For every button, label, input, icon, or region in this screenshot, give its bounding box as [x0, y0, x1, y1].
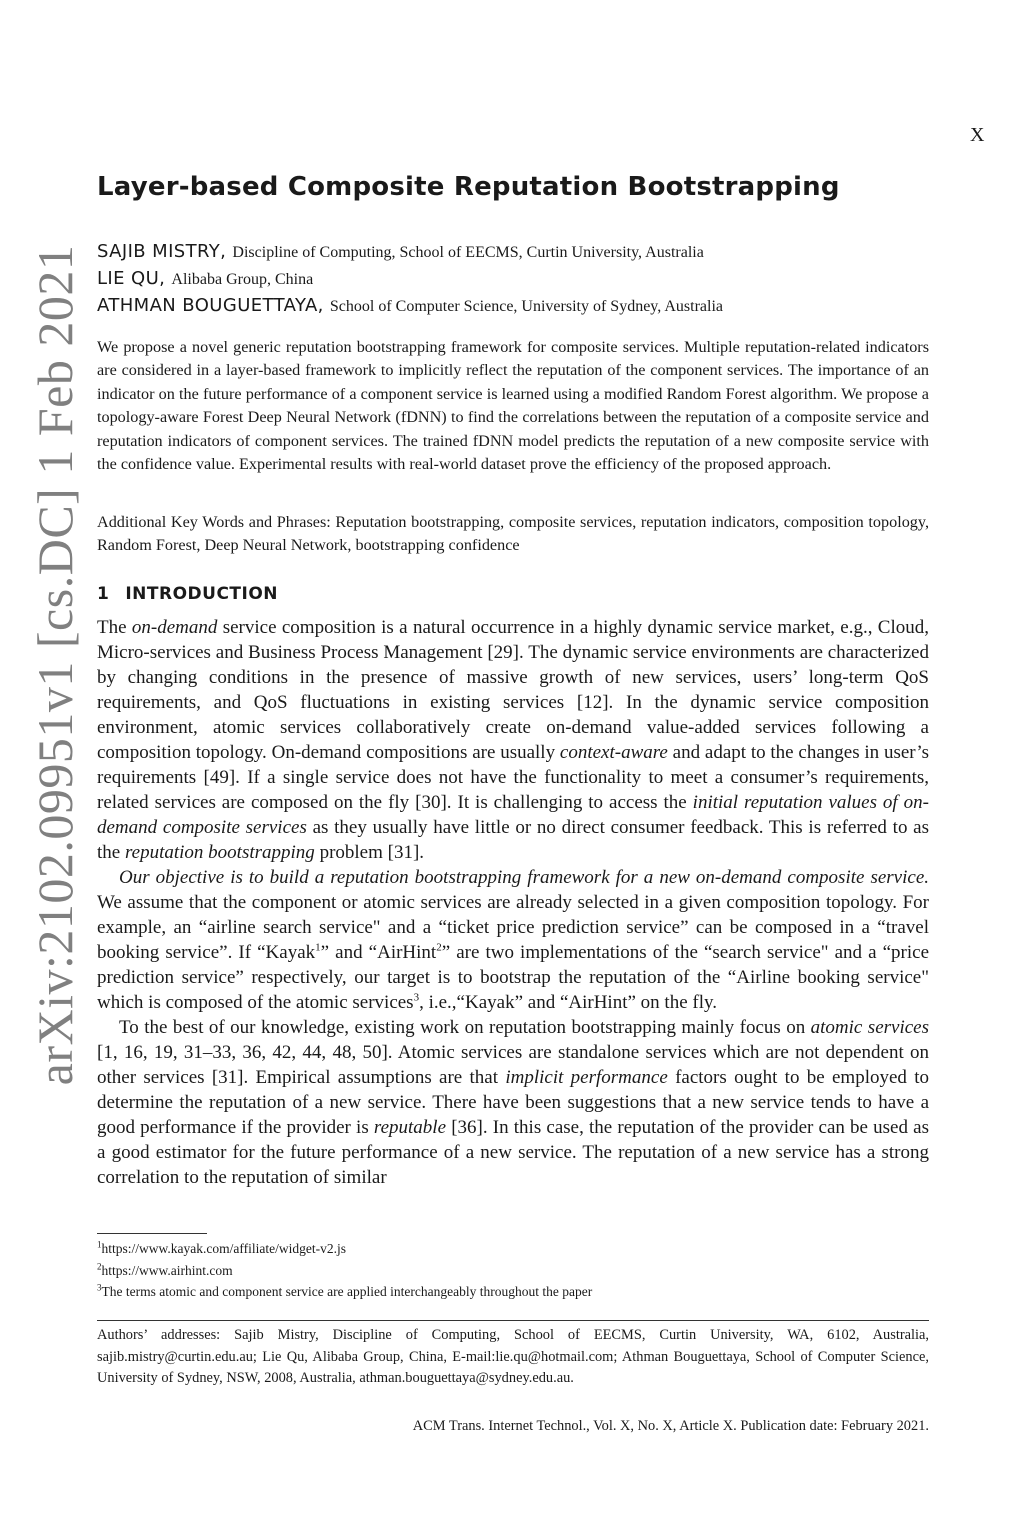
author-name: LIE QU,	[97, 268, 166, 289]
footnote-ref-3[interactable]: 3	[413, 991, 420, 1004]
paragraph-3: To the best of our knowledge, existing work on reputation bootstrapping mainly focus on atomic services [1, 16, 19, 31–33, 36, 42, 44, 48, 50]. Atomic services are standalone services which are not dependent on other services [31]. Empirical assumptions are that implicit performance factors ought to be employed to determine the reputation of a new service. There have been suggestions that a new service tends to have a good performance if the provider is reputable [36]. In this case, the reputation of the provider can be used as a good estimator for the future performance of a new service. The reputation of a new service has a strong correlation to the reputation of similar	[97, 1017, 930, 1188]
section-title: INTRODUCTION	[125, 584, 279, 604]
author-2	[97, 268, 313, 289]
footnote-link[interactable]: https://www.airhint.com	[101, 1262, 233, 1278]
author-3	[97, 295, 723, 316]
footnote-divider	[97, 1233, 207, 1234]
address-divider	[97, 1320, 929, 1321]
journal-footer: ACM Trans. Internet Technol., Vol. X, No. X, Article X. Publication date: February 2021.	[412, 1418, 929, 1434]
abstract: We propose a novel generic reputation bootstrapping framework for composite services. Multiple reputation-related indicators are considered in a layer-based framework to implicitly reflect the reputation of the component services. The importance of an indicator on the future performance of a component service is learned using a modified Random Forest algorithm. We propose a topology-aware Forest Deep Neural Network (fDNN) to find the correlations between the reputation of a composite service and reputation indicators of component services. The trained fDNN model predicts the reputation of a new composite service with the confidence value. Experimental results with real-world dataset prove the efficiency of the proposed approach.	[97, 338, 929, 474]
footnote-ref-2[interactable]: 2	[436, 941, 442, 954]
author-name: ATHMAN BOUGUETTAYA,	[97, 295, 324, 316]
footnote-1: $^1$https://www.kayak.com/affiliate/widget-v2.js	[97, 1239, 346, 1256]
paragraph-2: Our objective is to build a reputation bootstrapping framework for a new on-demand composite service. We assume that the component or atomic services are already selected in a given composition topology. For example, an “airline search service" and a “ticket price prediction service” can be composed in a “travel booking service”. If “Kayak$^1$” and “AirHint$^2$” are two implementations of the “search service" and a “price prediction service” respectively, our target is to bootstrap the reputation of the “Airline booking service" which is composed of the atomic services$^3$, i.e.,“Kayak” and “AirHint” on the fly.	[97, 867, 930, 1013]
author-affiliation: School of Computer Science, University of Sydney, Australia	[329, 298, 724, 315]
page-number: X	[970, 124, 985, 146]
authors-addresses: Authors’ addresses: Sajib Mistry, Discipline of Computing, School of EECMS, Curtin University, WA, 6102, Australia, sajib.mistry@curtin.edu.au; Lie Qu, Alibaba Group, China, E-mail:lie.qu@hotmail.com; Athman Bouguettaya, School of Computer Science, University of Sydney, NSW, 2008, Australia, athman.bouguettaya@sydney.edu.au.	[97, 1327, 929, 1386]
footnote-link[interactable]: https://www.kayak.com/affiliate/widget-v2.js	[101, 1241, 346, 1256]
section-number: 1	[97, 584, 110, 604]
footnote-ref-1[interactable]: 1	[315, 941, 321, 954]
introduction-body	[97, 615, 929, 1190]
footnote-2: $^2$https://www.airhint.com	[97, 1261, 233, 1278]
footnote-3: $^3$The terms atomic and component service are applied interchangeably throughout the paper	[97, 1282, 593, 1299]
paper-title: Layer-based Composite Reputation Bootstrapping	[97, 172, 840, 202]
footnotes	[97, 1238, 592, 1303]
section-heading	[97, 584, 278, 604]
keywords: Additional Key Words and Phrases: Reputation bootstrapping, composite services, reputation indicators, composition topology, Random Forest, Deep Neural Network, bootstrapping confidence	[97, 513, 929, 555]
author-1	[97, 241, 704, 262]
author-affiliation: Discipline of Computing, School of EECMS, Curtin University, Australia	[232, 244, 704, 261]
paragraph-1: The on-demand service composition is a natural occurrence in a highly dynamic service market, e.g., Cloud, Micro-services and Business Process Management [29]. The dynamic service environments are characterized by changing conditions in the presence of massive growth of new services, users’ long-term QoS requirements, and QoS fluctuations in existing services [12]. In the dynamic service composition environment, atomic services collaboratively create on-demand value-added services following a composition topology. On-demand compositions are usually context-aware and adapt to the changes in user’s requirements [49]. If a single service does not have the functionality to meet a consumer’s requirements, related services are composed on the fly [30]. It is challenging to access the initial reputation values of on-demand composite services as they usually have little or no direct consumer feedback. This is referred to as the reputation bootstrapping problem [31].	[97, 617, 930, 863]
author-name: SAJIB MISTRY,	[97, 241, 227, 262]
author-affiliation: Alibaba Group, China	[171, 271, 314, 288]
